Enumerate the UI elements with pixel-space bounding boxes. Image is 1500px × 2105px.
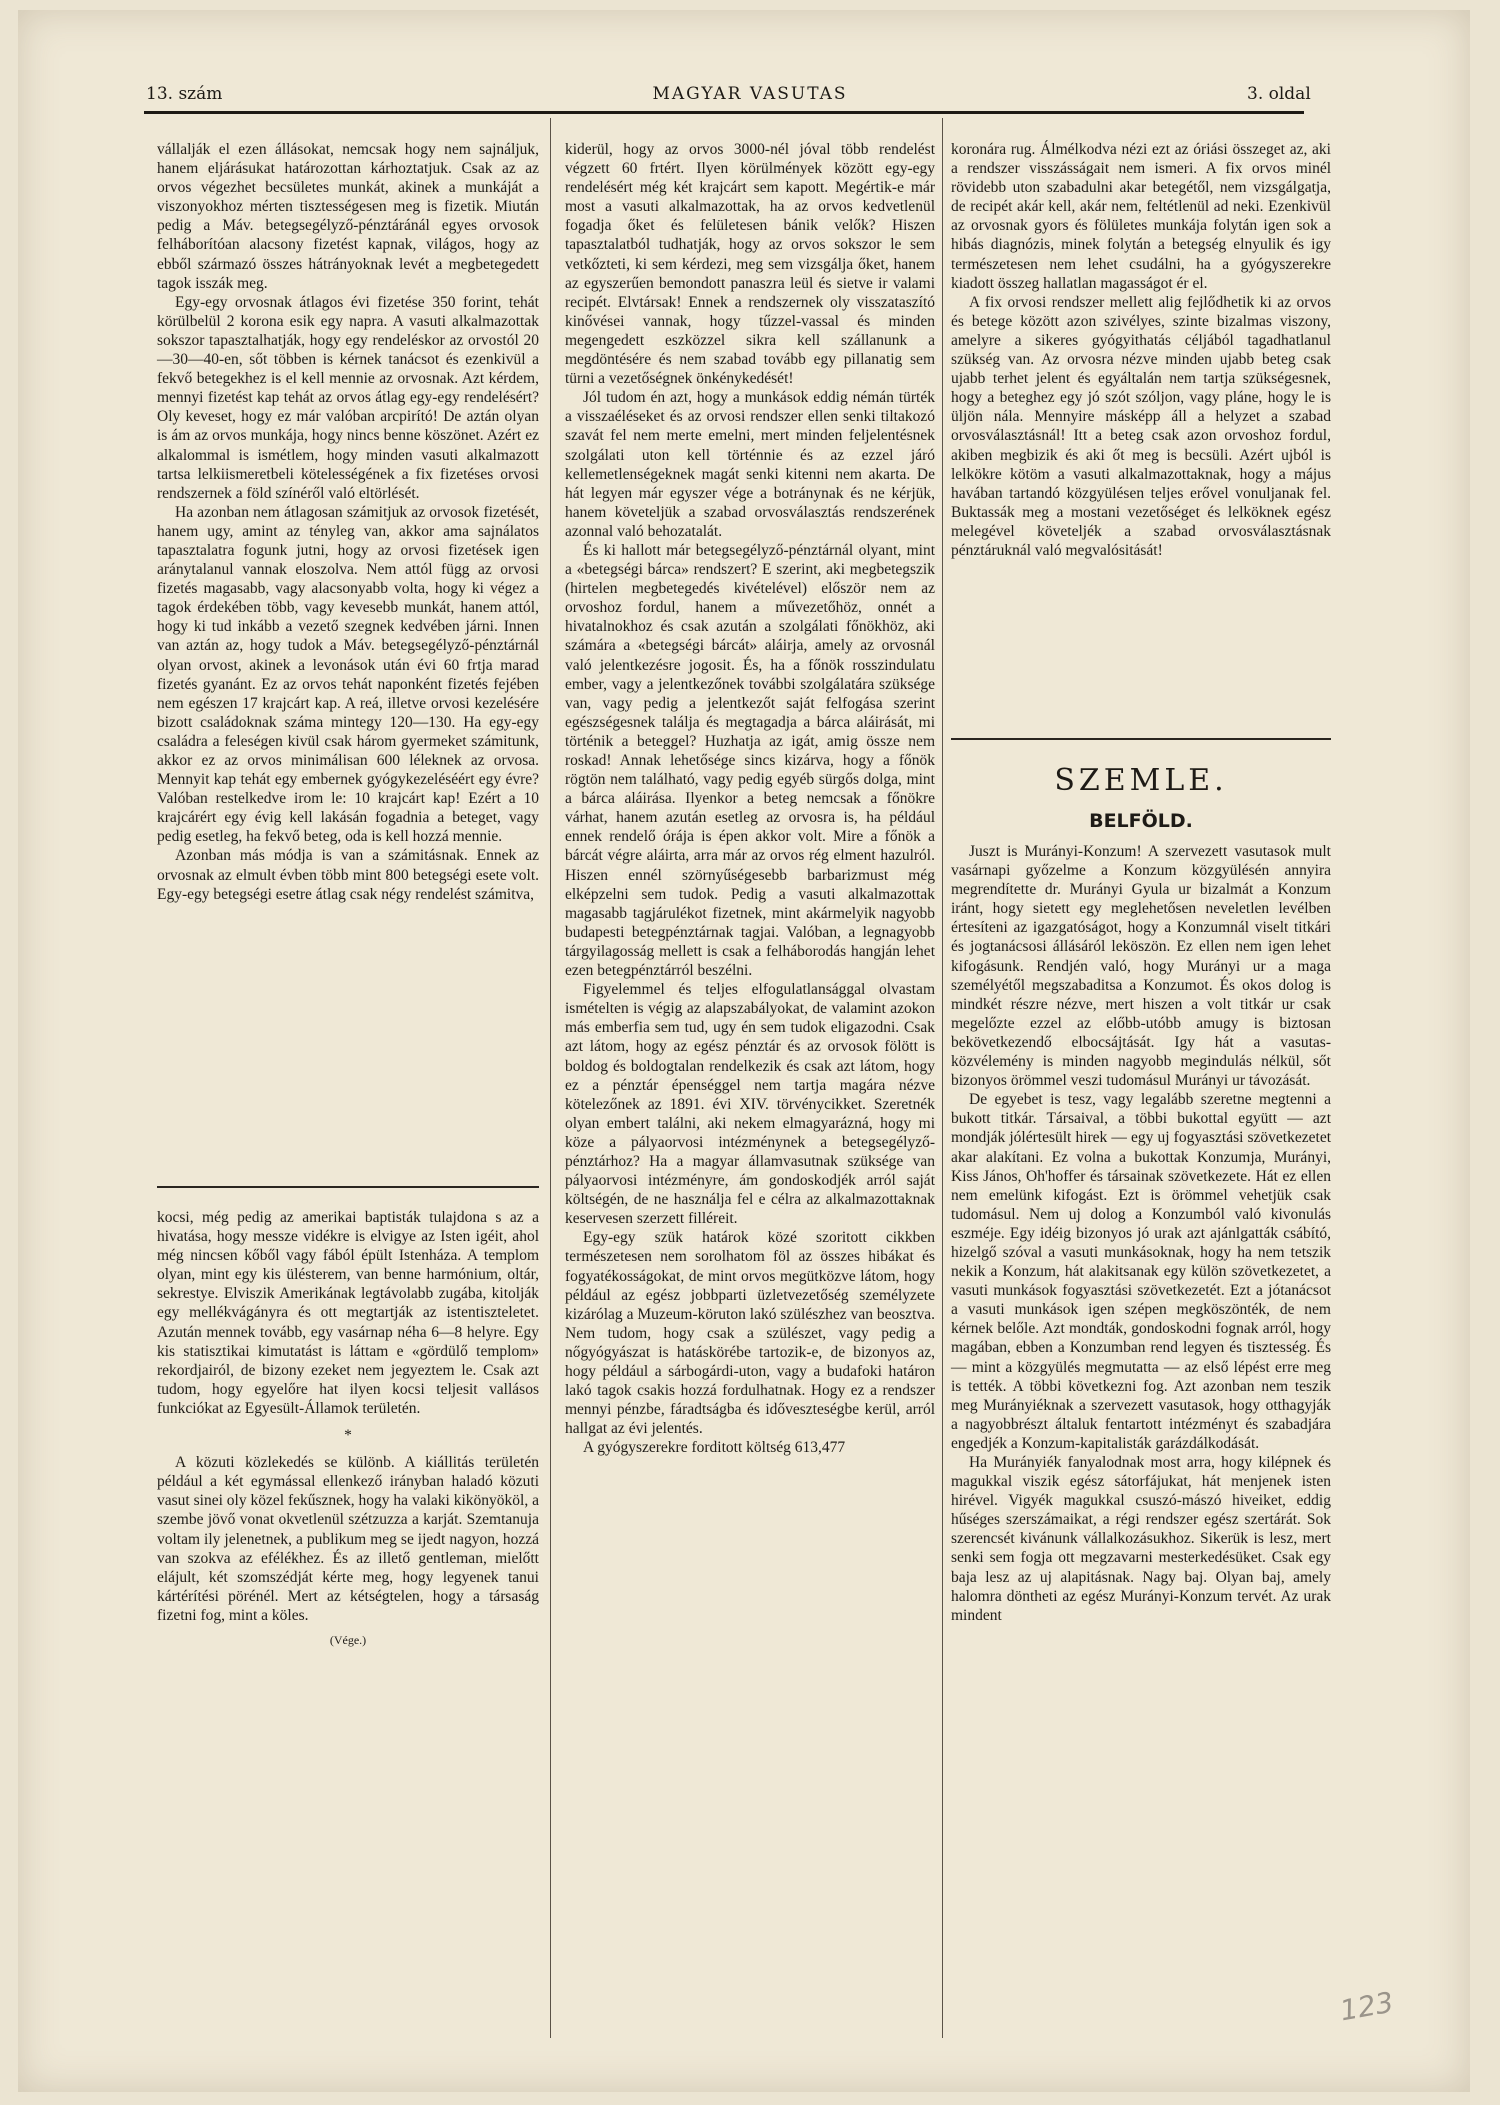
paragraph: Figyelemmel és teljes elfogulatlansággal olvastam ismételten is végig az alapszabályokat, de valamint azokon más emberfia sem tud, ugy én sem tudok eligazodni. Csak azt látom, hogy az egész pénztár és az orvosok fölött is boldog és boldogtalan rendelkezik és csak azt látom, hogy ez a pénztár épenséggel nem tartja magára nézve kötelezőnek az 1891. évi XIV. törvénycikket. Szeretnék olyan embert találni, aki nekem elmagyarázná, hogy mi köze a pályaorvosi intézménynek a betegsegélyző-pénztárhoz? Ha a magyar államvasutnak szüksége van pályaorvosi intézményre, ám gondoskodjék arról saját költségén, de ne használja fel e célra az alkalmazottaknak keservesen szerzett filléreit.: [565, 981, 935, 1228]
issue-number: 13. szám: [146, 84, 223, 104]
paragraph: Juszt is Murányi-Konzum! A szervezett vasutasok mult vasárnapi győzelme a Konzum közgyülésén annyira megrendítette dr. Murányi Gyula ur bizalmát a Konzum iránt, hogy sietett egy meglehetősen neveletlen levélben értesíteni az igazgatóságot, hogy a Konzumnál viselt titkári és jogtanácsosi állásáról leköszön. Ez ellen nem igen lehet kifogásunk. Rendjén való, hogy Murányi ur a maga személyétől megszabaditsa a Konzumot. És okos dolog is mindkét részre nézve, mert hiszen a volt titkár ur csak megelőzte ezzel az előbb-utóbb amugy is biztosan bekövetkezendő elbocsájtását. Igy hát a vasutas-közvélemény is minden nagyobb megindulás nélkül, sőt bizonyos örömmel veszi tudomásul Murányi ur távozását.: [951, 843, 1331, 1090]
section-subtitle: BELFÖLD.: [1089, 810, 1193, 832]
paragraph: Egy-egy orvosnak átlagos évi fizetése 350 forint, tehát körülbelül 2 korona esik egy napra. A vasuti alkalmazottak sokszor tapasztalhatják, hogy egy rendeléskor az orvostól 20—30—40-en, sőt többen is kérnek tanácsot és ezenkivül a fekvő betegekhez is el kell mennie az orvosnak. Azt kérdem, mennyi fizetést kap tehát az orvos átlag egy-egy rendelésért? Oly keveset, hogy ez már valóban arcpirító! De aztán olyan is ám az orvos munkája, hogy nincs benne köszönet. Azért ez alkalommal is ismétlem, hogy minden vasuti alkalmazott tartsa lelkiismeretbeli kötelességének a fix fizetéses orvosi rendszernek a föld színéről való eltörlését.: [157, 293, 539, 502]
article-separator: [951, 738, 1331, 740]
column-divider: [942, 118, 943, 2038]
paragraph: És ki hallott már betegsegélyző-pénztárnál olyant, mint a «betegségi bárca» rendszert? E szerint, aki megbetegszik (hirtelen megbetegedés kivételével) először nem az orvoshoz fordul, hanem a művezetőhöz, onnét a hivatalnokhoz és csak azután a szolgálati főnökhöz, aki számára a «betegségi bárcát» aláirja, amely az orvosnál való jelentkezésre jogosit. És, ha a főnök rosszindulatu ember, vagy a jelentkezőnek további szolgálatára szüksége van, vagy pedig a jelentkezőt saját felfogása szerint egészségesnek találja és megtagadja a bárca aláirását, mi történik a beteggel? Huzhatja az igát, amig össze nem roskad! Annak lehetősége sincs kizárva, hogy a főnök rögtön nem található, vagy pedig egyéb sürgős dolga, mint a bárca aláirása. Ilyenkor a beteg nemcsak a főnökre várhat, hanem azután esetleg az orvosra is, ha például ennek rendelő órája is épen akkor volt. Mire a főnök a bárcát végre aláirta, arra már az orvos rég elment hazulról. Hiszen ennél szörnyűségesebb barbarizmust még elképzelni sem tudok. Pedig a vasuti alkalmazottak magasabb tagjárulékot fizetnek, mint akármelyik nagyobb budapesti betegpénztárnak tagjai. Valóban, a legnagyobb tárgyilagosság mellett is csak a felháborodás hangján lehet ezen betegpénztárról beszélni.: [565, 541, 935, 980]
column-divider: [550, 118, 551, 2038]
paragraph: vállalják el ezen állásokat, nemcsak hogy nem sajnáljuk, hanem eljárásukat határozottan kárhoztatjuk. Csak az az orvos végezhet becsületes munkát, akinek a munkáját a viszonyokhoz mérten tisztességesen meg is fizetik. Miután pedig a Máv. betegsegélyző-pénztáránál egyes orvosok felháborítóan alacsony fizetést kapnak, világos, hogy az ebből származó összes hátrányoknak levét a megbetegedett tagok isszák meg.: [157, 141, 539, 292]
paragraph: koronára rug. Álmélkodva nézi ezt az óriási összeget az, aki a rendszer visszásságait nem ismeri. A fix orvos minél rövidebb uton szabadulni akar betegétől, nem vizsgálgatja, de recipét akár kell, akár nem, feltétlenül ad neki. Ezenkivül az orvosnak gyors és fölületes munkája folytán igen sok a hibás diagnózis, minek folytán a betegség elnyulik és igy természetesen nem lehet csudálni, ha a gyógyszerekre kiadott összeg hallatlan magasságot ér el.: [951, 141, 1331, 292]
paragraph: A gyógyszerekre forditott költség 613,477: [583, 1439, 846, 1457]
article-separator: [157, 1186, 539, 1188]
paragraph: kiderül, hogy az orvos 3000-nél jóval több rendelést végzett 60 frtért. Ilyen körülmények között egy-egy rendelésért még két krajcárt sem kapott. Megértik-e már most a vasuti alkalmazottak, ha az orvos kedvetlenül fogadja őket és felületesen bánik velők? Hiszen tapasztalatból tudhatják, hogy az orvos sokszor le sem vetkőzteti, ki sem kérdezi, meg sem vizsgálja őket, hanem az egyszerűen bemondott panaszra leül és sietve ir valami recipét. Elvtársak! Ennek a rendszernek oly visszataszító kinővései vannak, hogy tűzzel-vassal és minden megengedett eszközzel sikra kell szállanunk a megdöntésére és nem szabad tovább egy pillanatig sem türni a vezetőségnek önkénykedését!: [565, 141, 935, 388]
paragraph: Azonban más módja is van a számitásnak. Ennek az orvosnak az elmult évben több mint 800 betegségi esete volt. Egy-egy betegségi esetre átlag csak négy rendelést számitva,: [157, 847, 539, 903]
paragraph: Ha azonban nem átlagosan számitjuk az orvosok fizetését, hanem ugy, amint az tényleg van, akkor ama sajnálatos tapasztalatra fogunk jutni, hogy az orvosi fizetések igen aránytalanul vannak eloszolva. Nem attól függ az orvosi fizetés magasabb, vagy alacsonyabb volta, hogy ki végez a tagok érdekében több, vagy kevesebb munkát, hanem attól, hogy ki tud inkább a vezető szegnek kedvében járni. Innen van aztán az, hogy tudok a Máv. betegsegélyző-pénztárnál olyan orvost, akinek a levonások után évi 60 frtja marad fizetés gyanánt. Ez az orvos tehát naponként fizetés fejében nem egészen 17 krajcárt kap. A reá, illetve orvosi kezelésére bizott családoknak száma mintegy 120—130. Ha egy-egy családra a feleségen kivül csak három gyermeket számitunk, akkor ez az orvos minimálisan 600 léleknek az orvosa. Mennyit kap tehát egy embernek gyógykezeléséért egy évre? Valóban restelkedve irom le: 10 krajcárt kap! Ezért a 10 krajcárért egy évig kell lakásán fogadnia a beteget, vagy pedig esetleg, ha fekvő beteg, oda is kell hozzá mennie.: [157, 503, 539, 846]
column-1-upper: [157, 140, 539, 904]
paragraph: De egyebet is tesz, vagy legalább szeretne megtenni a bukott titkár. Társaival, a többi bukottal együtt — azt mondják jólértesült hirek — egy uj fogyasztási szövetkezetet akar alakítani. Ez volna a bukottak Konzumja, Murányi, Kiss János, Oh'hoffer és társainak szövetkezete. Hát ez ellen nem emelünk kifogást. Ezt is örömmel vehetjük csak tudomásul. Nem uj dolog a Konzumból való kivonulás eszméje. Egy idéig bizonyos jó urak azt ajánlgatták csábító, hizelgő szóval a vasuti munkásoknak, hogy ha nem tetszik nekik a Konzum, hát alakitsanak egy külön szövetkezetet, a vasuti munkások fogyasztási szövetkezetét. Ezt a jótanácsot a vasuti munkások igen szépen megköszönték, de nem kérnek belőle. Azt mondták, gondoskodni fognak arról, hogy magában, ebben a Konzumban rend legyen és tisztesség. És — mint a közgyülés megmutatta — az első lépést erre meg is tették. A többi következni fog. Azt azonban nem teszik meg Murányiéknak a szervezett vasutasok, hogy otthagyják a nagyobbrészt általuk fentartott intézményt és szabadjára engedjék a Konzum-kapitalisták garázdálkodását.: [951, 1091, 1331, 1452]
header-rule: [144, 111, 1304, 114]
paragraph: Ha Murányiék fanyalodnak most arra, hogy kilépnek és magukkal viszik egész sátorfájukat, hát menjenek isten hirével. Vigyék magukkal csuszó-mászó hiveiket, eddig hűséges szerszámaikat, a régi rendszer egész szertárát. Sok szerencsét kivánunk vállalkozásukhoz. Sikerük is lesz, mert senki sem fogja ott megzavarni mesterkedésüket. Csak egy baja lesz az uj alapitásnak. Nagy baj. Olyan baj, amely halomra döntheti az egész Murányi-Konzum tervét. Az urak mindent: [951, 1454, 1331, 1624]
page-number: 3. oldal: [1247, 84, 1311, 104]
column-3-lower: [951, 842, 1331, 1625]
paragraph: A fix orvosi rendszer mellett alig fejlődhetik ki az orvos és betege között azon szivélyes, szinte bizalmas viszony, amelyre a sikeres gyógyithatás céljából tagadhatlanul szükség van. Az orvosra nézve minden ujabb beteg csak ujabb terhet jelent és egyáltalán nem tartja szükségesnek, hogy a beteghez egy jó szót szóljon, vagy pláne, hogy le is üljön nála. Mennyire másképp áll a helyzet a szabad orvosválasztásnál! Itt a beteg csak azon orvoshoz fordul, akiben megbizik és aki őt meg is becsüli. Azért ujból is lelkökre kötöm a vasuti alkalmazottaknak, hogy a május havában tartandó közgyülésen teljes erővel vonuljanak fel. Buktassák meg a mostani vezetőséget és lelköknek egész melegével követeljék a szabad orvosválasztásnak pénztáruknál való megvalósitását!: [951, 293, 1331, 559]
paragraph: kocsi, még pedig az amerikai baptisták tulajdona s az a hivatása, hogy messze vidékre is elvigye az Isten igéit, ahol még nincsen kőből vagy fából épült Istenháza. A templom olyan, mint egy kis ülésterem, van benne harmónium, oltár, sekrestye. Elviszik Amerikának legtávolabb zugába, kitolják egy mellékvágányra és ott megtartják az istentiszteletet. Azután mennek tovább, egy vasárnap néha 6—8 helyre. Egy kis statisztikai kimutatást is láttam e «gördülő templom» rekordjairól, de bizony ezeket nem jegyeztem le. Csak azt tudom, hogy egyelőre hat ilyen kocsi teljesit vallásos funkciókat az Egyesült-Államok területén.: [157, 1209, 539, 1417]
paragraph: Egy-egy szük határok közé szoritott cikkben természetesen nem sorolhatom föl az összes hibákat és fogyatékosságokat, de mint orvos megütközve látom, hogy például az egész jobbparti üzletvezetőség személyzete kizárólag a Muzeum-köruton lakó szülészhez van beosztva. Nem tudom, hogy csak a szülészet, vagy pedig a nőgyógyászat is hatáskörébe tartozik-e, de bizonyos az, hogy például a sárbogárdi-uton, vagy a budafoki határon lakó tagok csakis hozzá fordulhatnak. Hogy ez a rendszer mennyi pénzbe, fáradtságba és időveszteségbe kerül, arról hallgat az évi jelentés.: [565, 1229, 935, 1438]
column-2: [565, 140, 935, 1457]
section-title: SZEMLE.: [1054, 763, 1228, 798]
paragraph: Jól tudom én azt, hogy a munkások eddig némán türték a visszaéléseket és az orvosi rendszer ellen senki tiltakozó szavát fel nem merte emelni, mert minden feljelentésnek szolgálati uton kell történnie és az ezzel járó kellemetlenségeknek magát senki kitenni nem akarta. De hát legyen már egyszer vége a botránynak és ne kérjük, hanem követeljük a szabad orvosválasztás rendszerének azonnal való behozatalát.: [565, 389, 935, 540]
column-1-lower: [157, 1208, 539, 1650]
end-mark: (Vége.): [329, 1632, 367, 1647]
masthead-title: MAGYAR VASUTAS: [652, 84, 848, 104]
handwritten-annotation: 123: [1337, 1985, 1396, 2028]
column-3-upper: [951, 140, 1331, 560]
paragraph: A közuti közlekedés se különb. A kiállitás területén például a két egymással ellenkező irányban haladó közuti vasut sinei oly közel fekűsznek, hogy ha valaki kikönyököl, a szembe jövő vonat okvetlenül szétzuzza a karját. Szemtanuja voltam ily jelenetnek, a publikum meg se ijedt nagyon, hozzá van szokva az efélékhez. És az illető gentleman, mielőtt elájult, két szomszédját kérte meg, hogy legyenek tanui kártérítési pörénél. Mert az kétségtelen, hogy a társaság fizetni fog, mint a köles.: [157, 1454, 539, 1624]
section-break: *: [344, 1427, 352, 1445]
